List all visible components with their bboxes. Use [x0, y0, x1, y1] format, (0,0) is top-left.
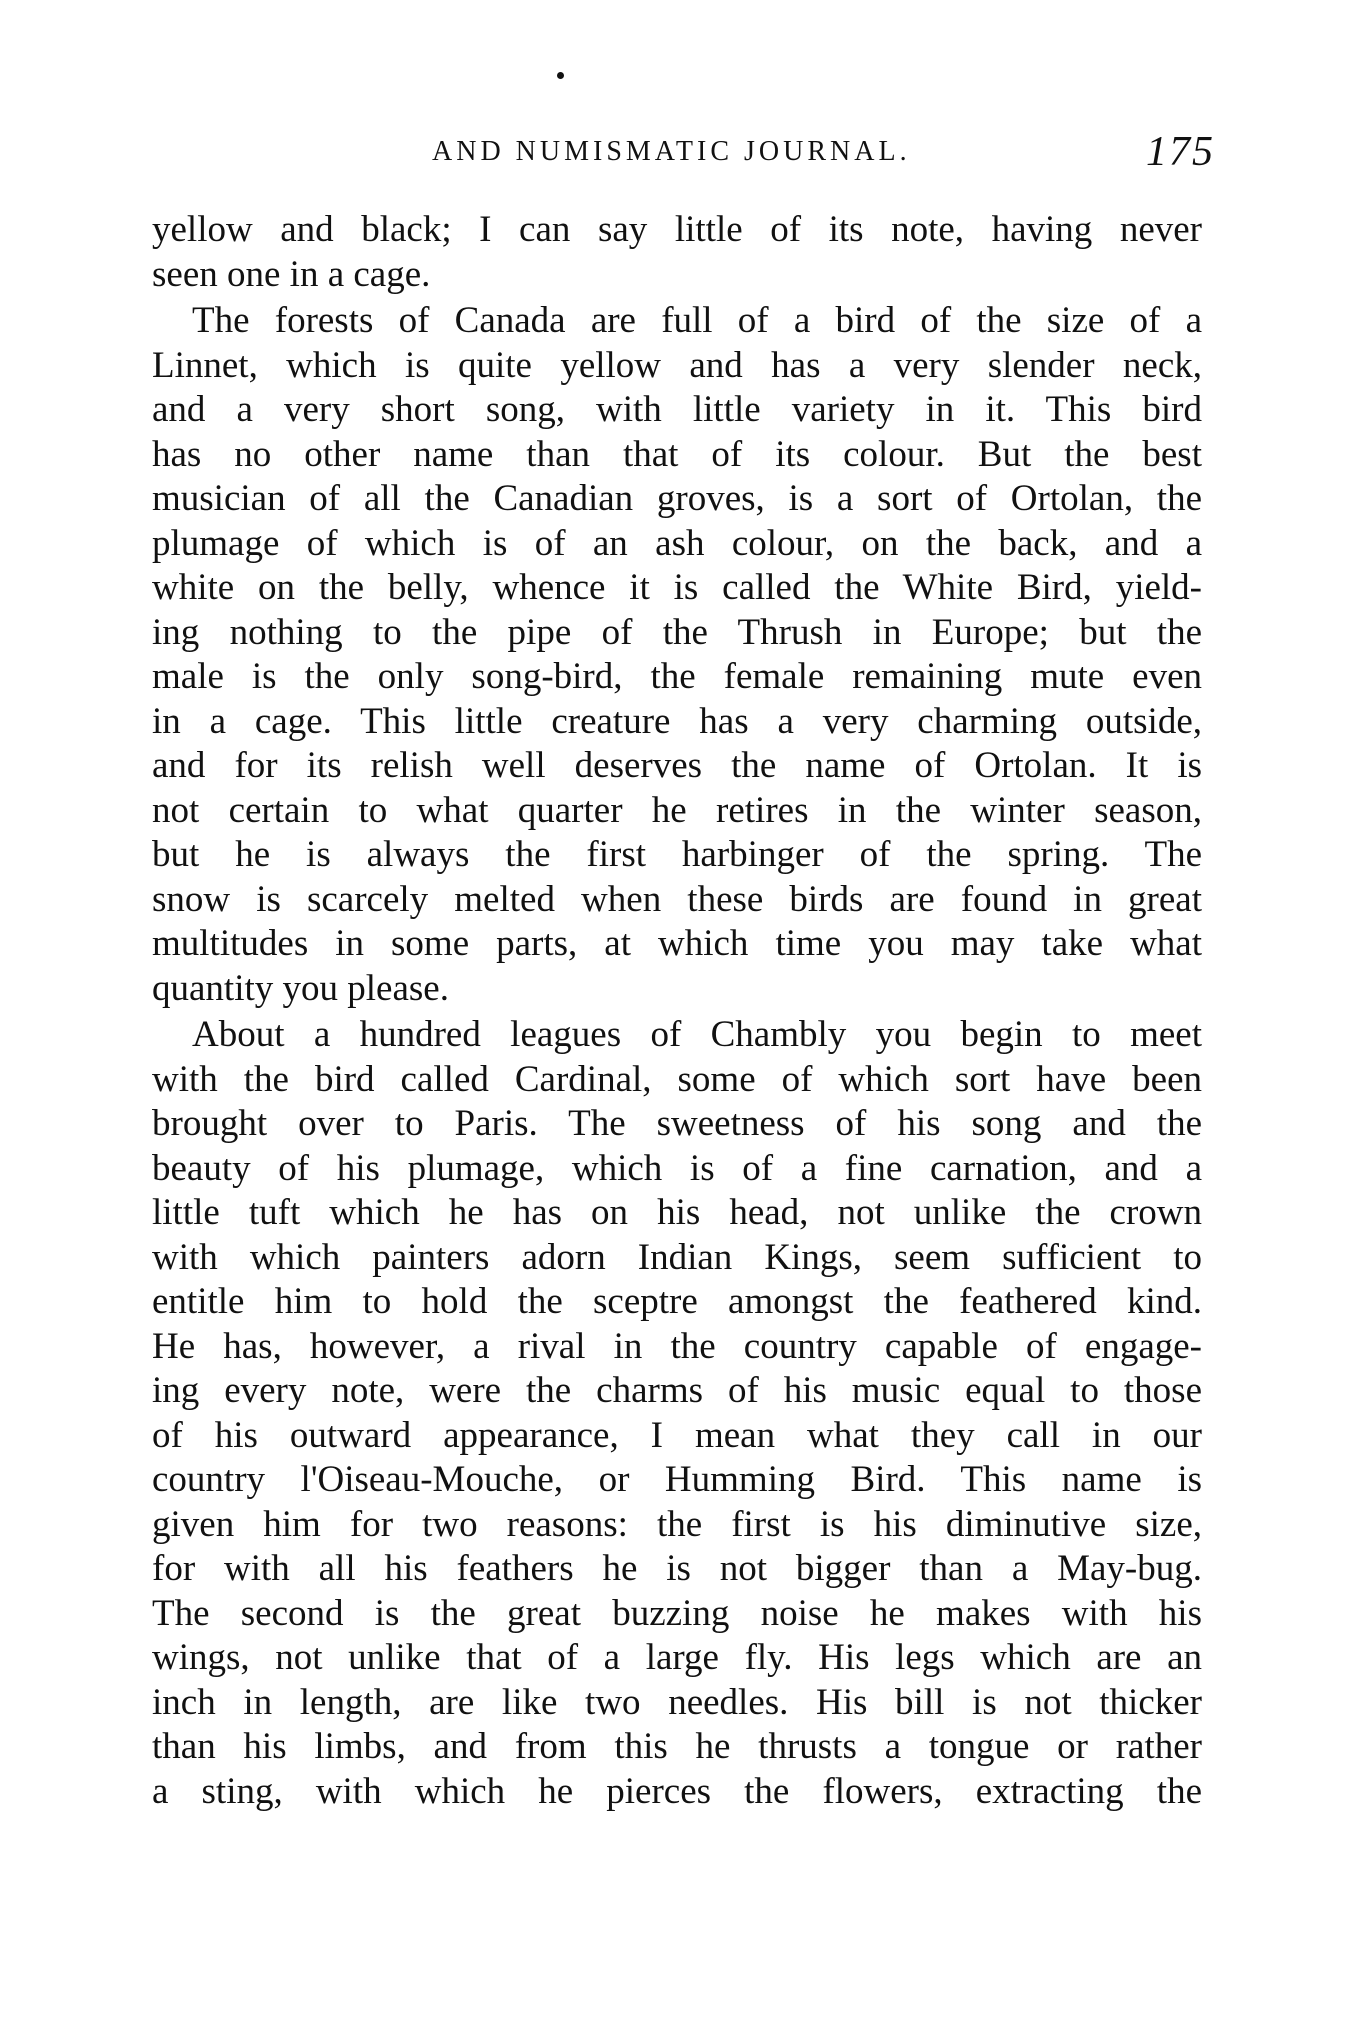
running-title: AND NUMISMATIC JOURNAL.: [432, 136, 911, 167]
text-line: yellow and black; I can say little of its note, having never: [152, 209, 1202, 250]
text-line: brought over to Paris. The sweetness of his song and the: [152, 1103, 1202, 1144]
text-line: of his outward appearance, I mean what they call in our: [152, 1414, 1202, 1456]
text-line: About a hundred leagues of Chambly you begin to meet: [192, 1014, 1202, 1055]
paragraph: [152, 299, 1202, 1011]
text-line: The forests of Canada are full of a bird of the size of a: [192, 300, 1202, 341]
text-line: He has, however, a rival in the country capable of engage-: [152, 1325, 1202, 1367]
text-line: and a very short song, with little variety in it. This bird: [152, 389, 1202, 430]
text-line: musician of all the Canadian groves, is a sort of Ortolan, the: [152, 478, 1202, 519]
body-text: [152, 208, 1202, 1814]
text-line: beauty of his plumage, which is of a fine carnation, and a: [152, 1147, 1202, 1189]
ornament-dot: [557, 72, 564, 79]
text-line: with the bird called Cardinal, some of which sort have been: [152, 1058, 1202, 1100]
text-line: entitle him to hold the sceptre amongst the feathered kind.: [152, 1281, 1202, 1322]
text-line: little tuft which he has on his head, not unlike the crown: [152, 1192, 1202, 1233]
text-line: ing nothing to the pipe of the Thrush in Europe; but the: [152, 611, 1202, 653]
text-line: and for its relish well deserves the name of Ortolan. It is: [152, 745, 1202, 786]
text-line: plumage of which is of an ash colour, on the back, and a: [152, 522, 1202, 564]
text-line: for with all his feathers he is not bigger than a May-bug.: [152, 1548, 1202, 1589]
text-line: country l'Oiseau-Mouche, or Humming Bird. This name is: [152, 1459, 1202, 1500]
text-line: multitudes in some parts, at which time you may take what: [152, 923, 1202, 964]
page-header: [150, 128, 1215, 188]
text-line: than his limbs, and from this he thrusts a tongue or rather: [152, 1726, 1202, 1767]
text-line: The second is the great buzzing noise he makes with his: [152, 1592, 1202, 1634]
text-line: white on the belly, whence it is called the White Bird, yield-: [152, 567, 1202, 608]
text-line: male is the only song-bird, the female remaining mute even: [152, 656, 1202, 697]
page-number: 175: [1146, 129, 1215, 175]
text-line: quantity you please.: [152, 967, 449, 1009]
text-line: inch in length, are like two needles. His bill is not thicker: [152, 1681, 1202, 1723]
text-line: a sting, with which he pierces the flowers, extracting the: [152, 1770, 1202, 1812]
text-line: in a cage. This little creature has a very charming outside,: [152, 700, 1202, 742]
text-line: but he is always the first harbinger of the spring. The: [152, 834, 1202, 875]
text-line: has no other name than that of its colour. But the best: [152, 433, 1202, 475]
text-line: not certain to what quarter he retires in the winter season,: [152, 789, 1202, 831]
text-line: seen one in a cage.: [152, 253, 431, 295]
text-line: ing every note, were the charms of his music equal to those: [152, 1370, 1202, 1411]
text-line: wings, not unlike that of a large fly. His legs which are an: [152, 1637, 1202, 1678]
text-line: given him for two reasons: the first is his diminutive size,: [152, 1503, 1202, 1545]
text-line: Linnet, which is quite yellow and has a very slender neck,: [152, 344, 1202, 386]
paragraph: [152, 1013, 1202, 1814]
text-line: with which painters adorn Indian Kings, seem sufficient to: [152, 1236, 1202, 1278]
text-line: snow is scarcely melted when these birds are found in great: [152, 878, 1202, 920]
paragraph: [152, 208, 1202, 297]
